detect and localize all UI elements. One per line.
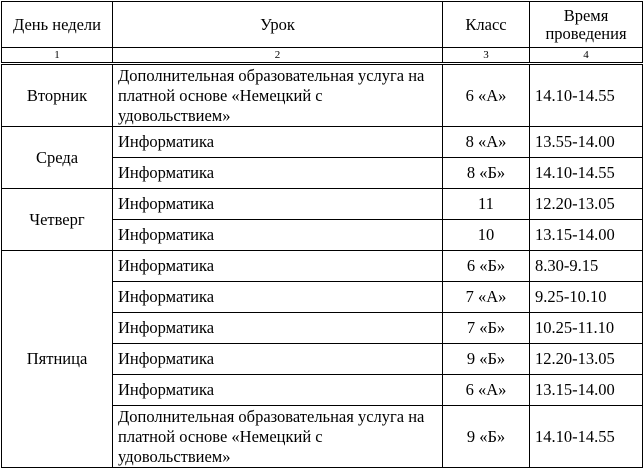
day-cell: Пятница xyxy=(2,251,113,468)
lesson-cell: Информатика xyxy=(113,189,443,220)
time-cell: 12.20-13.05 xyxy=(530,189,643,220)
day-cell: Среда xyxy=(2,127,113,189)
class-cell: 6 «А» xyxy=(443,375,530,406)
column-number: 1 xyxy=(2,48,113,64)
class-cell: 11 xyxy=(443,189,530,220)
time-cell: 8.30-9.15 xyxy=(530,251,643,282)
class-cell: 6 «Б» xyxy=(443,251,530,282)
column-number: 2 xyxy=(113,48,443,64)
class-cell: 9 «Б» xyxy=(443,344,530,375)
table-row xyxy=(2,127,643,158)
time-cell: 14.10-14.55 xyxy=(530,158,643,189)
lesson-cell: Информатика xyxy=(113,344,443,375)
lesson-cell: Информатика xyxy=(113,158,443,189)
time-cell: 12.20-13.05 xyxy=(530,344,643,375)
lesson-cell: Информатика xyxy=(113,375,443,406)
header-row xyxy=(2,2,643,48)
class-cell: 7 «Б» xyxy=(443,313,530,344)
table-row xyxy=(2,251,643,282)
lesson-cell: Информатика xyxy=(113,220,443,251)
header-lesson: Урок xyxy=(113,2,443,48)
header-day: День недели xyxy=(2,2,113,48)
time-cell: 13.15-14.00 xyxy=(530,220,643,251)
class-cell: 9 «Б» xyxy=(443,406,530,468)
time-cell: 14.10-14.55 xyxy=(530,406,643,468)
schedule-table xyxy=(1,1,643,468)
header-time: Время проведения xyxy=(530,2,643,48)
lesson-cell: Дополнительная образовательная услуга на платной основе «Немецкий с удовольствием» xyxy=(113,406,443,468)
lesson-cell: Информатика xyxy=(113,282,443,313)
table-row xyxy=(2,189,643,220)
header-class: Класс xyxy=(443,2,530,48)
time-cell: 13.55-14.00 xyxy=(530,127,643,158)
time-cell: 14.10-14.55 xyxy=(530,64,643,127)
column-numbers-row xyxy=(2,48,643,64)
time-cell: 10.25-11.10 xyxy=(530,313,643,344)
class-cell: 6 «А» xyxy=(443,64,530,127)
lesson-cell: Информатика xyxy=(113,127,443,158)
class-cell: 8 «Б» xyxy=(443,158,530,189)
lesson-cell: Дополнительная образовательная услуга на платной основе «Немецкий с удовольствием» xyxy=(113,64,443,127)
day-cell: Вторник xyxy=(2,64,113,127)
time-cell: 13.15-14.00 xyxy=(530,375,643,406)
day-cell: Четверг xyxy=(2,189,113,251)
column-number: 3 xyxy=(443,48,530,64)
column-number: 4 xyxy=(530,48,643,64)
lesson-cell: Информатика xyxy=(113,313,443,344)
time-cell: 9.25-10.10 xyxy=(530,282,643,313)
class-cell: 10 xyxy=(443,220,530,251)
class-cell: 8 «А» xyxy=(443,127,530,158)
table-row xyxy=(2,64,643,127)
class-cell: 7 «А» xyxy=(443,282,530,313)
lesson-cell: Информатика xyxy=(113,251,443,282)
